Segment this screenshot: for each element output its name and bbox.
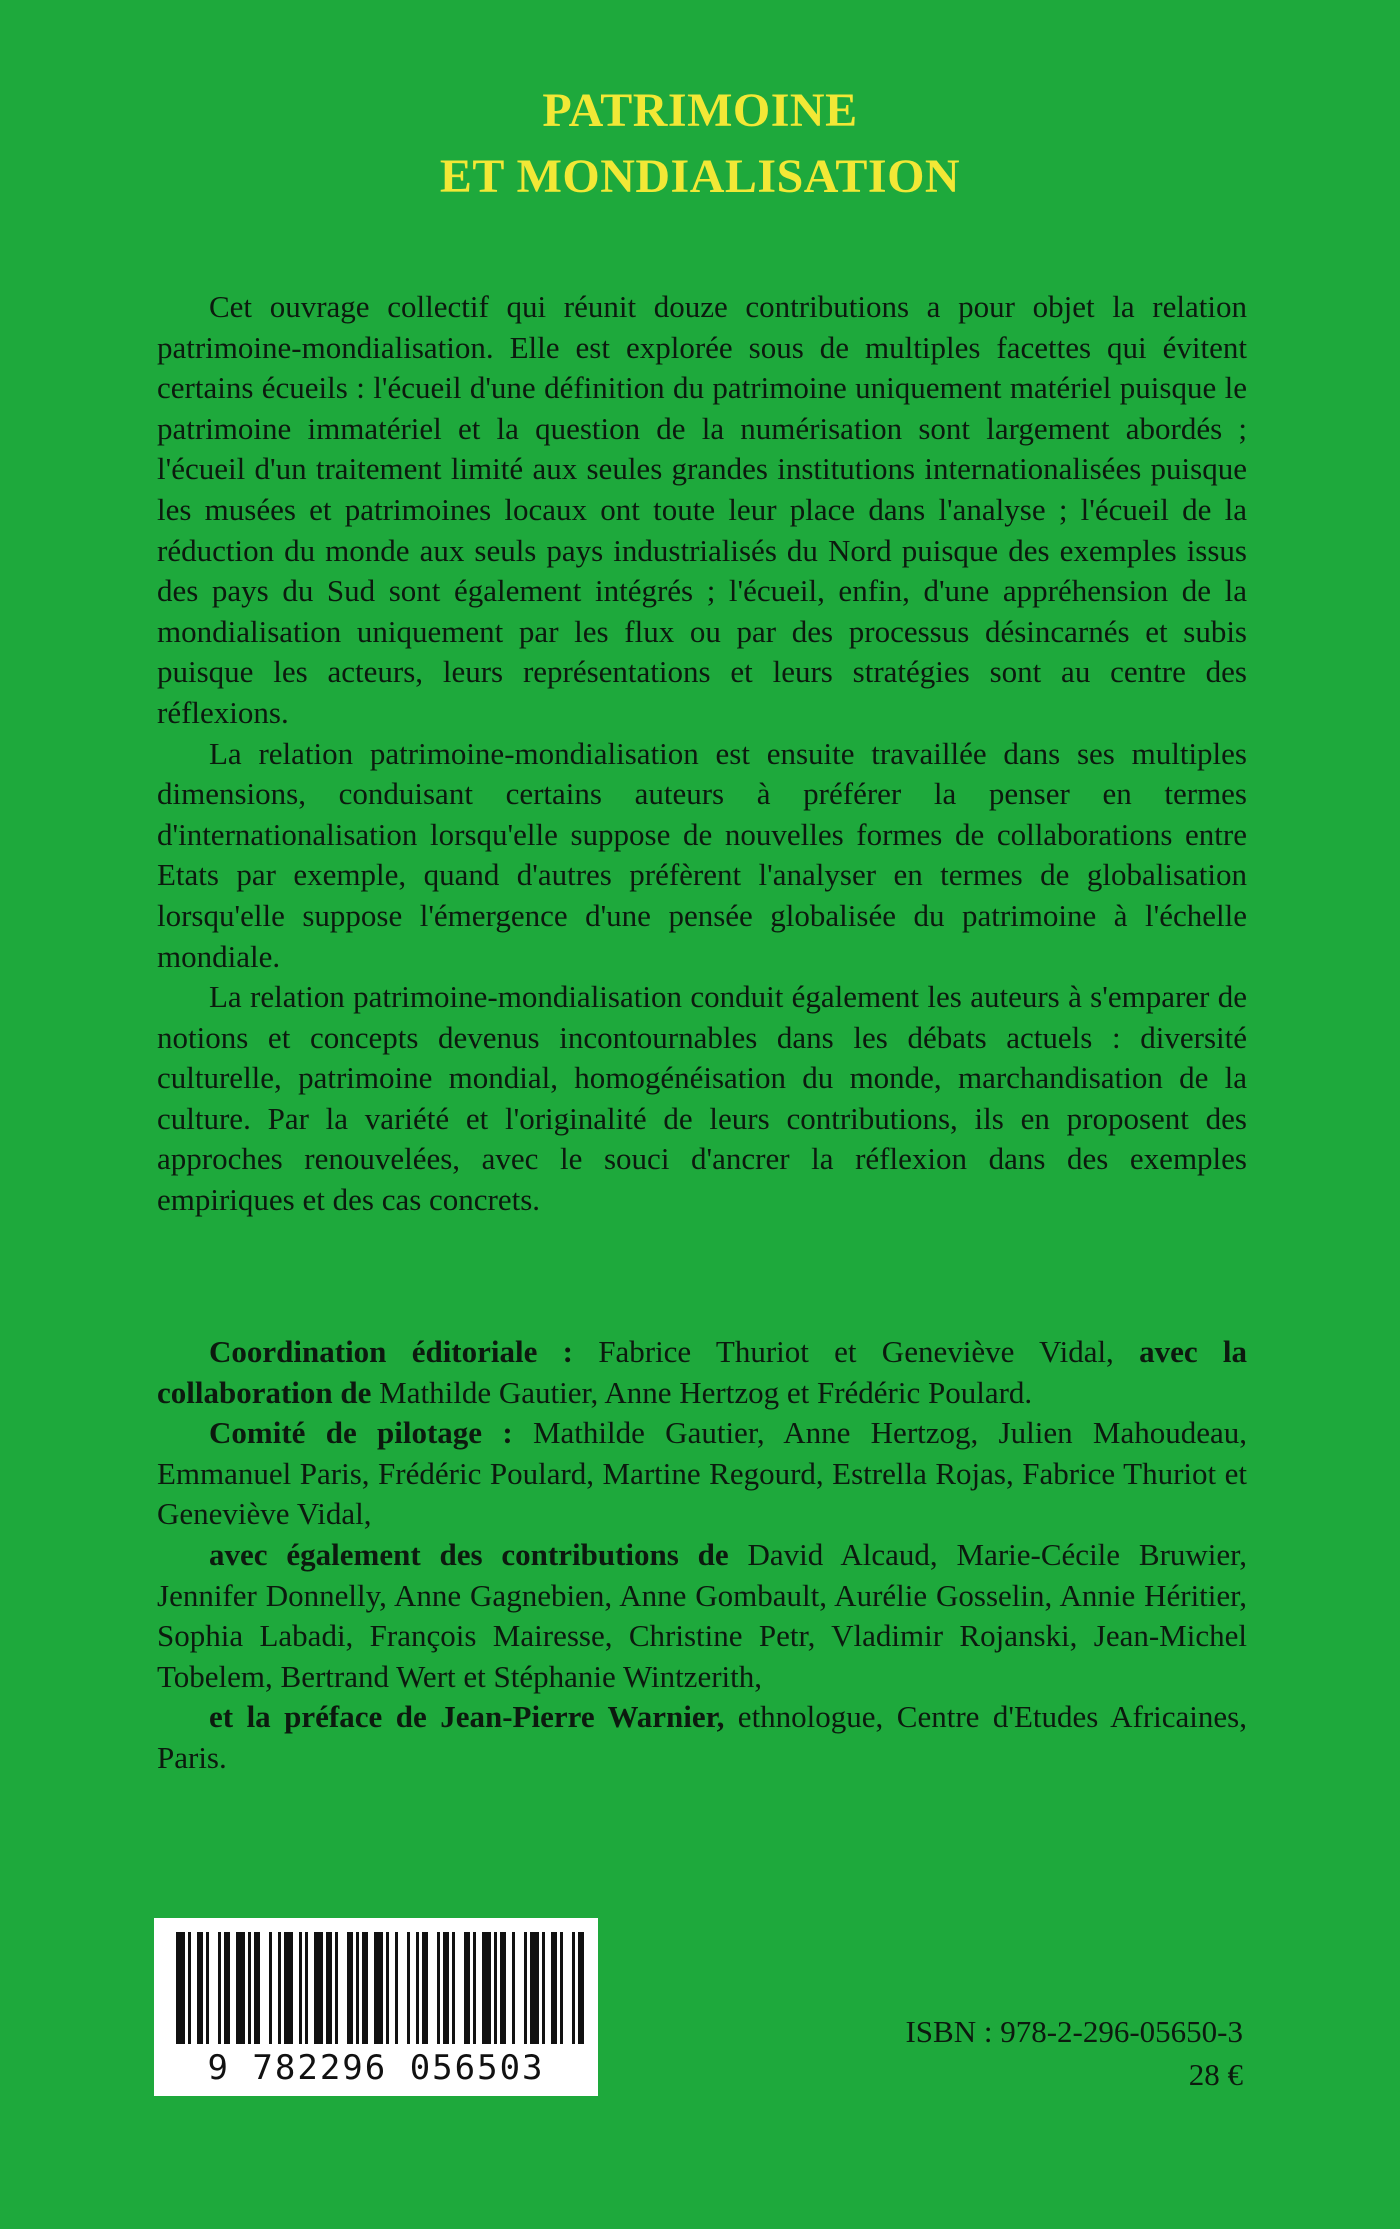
barcode-bar <box>224 1932 230 2044</box>
barcode-bar <box>248 1932 251 2044</box>
barcode-digits: 9 782296 056503 <box>207 2048 545 2088</box>
barcode-bar <box>374 1932 383 2044</box>
barcode-bar <box>572 1932 575 2044</box>
barcode-bar <box>284 1932 293 2044</box>
contributions-label: avec également des contributions de <box>209 1536 729 1572</box>
barcode-bar <box>218 1932 221 2044</box>
barcode-bar <box>335 1932 338 2044</box>
barcode-bar <box>512 1932 515 2044</box>
barcode-bar <box>254 1932 260 2044</box>
comite-label: Comité de pilotage : <box>209 1415 513 1451</box>
barcode-bar <box>542 1932 545 2044</box>
comite-names: Mathilde Gautier, Anne Hertzog, Julien Mahoudeau, Emmanuel Paris, Frédéric Poulard, Martine Regourd, Estrella Rojas, Fabrice Thuriot et Geneviève Vidal, <box>157 1415 1247 1532</box>
barcode-bar <box>452 1932 455 2044</box>
barcode-bar <box>305 1932 308 2044</box>
barcode-bar <box>416 1932 419 2044</box>
collaboration-names: Mathilde Gautier, Anne Hertzog et Frédéric Poulard. <box>371 1374 1033 1410</box>
barcode-bar <box>362 1932 368 2044</box>
barcode-bar <box>278 1932 281 2044</box>
title-line-1: PATRIMOINE <box>542 84 858 137</box>
barcode-bar <box>269 1932 272 2044</box>
barcode-bar <box>578 1932 584 2044</box>
barcode-bar <box>524 1932 527 2044</box>
book-title <box>0 78 1400 210</box>
credits-section <box>157 1332 1247 1779</box>
barcode-bar <box>551 1932 557 2044</box>
barcode-bar <box>197 1932 203 2044</box>
barcode-bar <box>386 1932 389 2044</box>
credits-contributions <box>157 1535 1247 1697</box>
coordination-names: Fabrice Thuriot et Geneviève Vidal, <box>572 1334 1140 1369</box>
summary-paragraph-1: Cet ouvrage collectif qui réunit douze contributions a pour objet la relation patrimoine-mondialisation. Elle est explorée sous de multiples facettes qui évitent certains écueils : l'écueil d'une définition du patrimoine uniquement matériel puisque le patrimoine immatériel et la question de la numérisation sont largement abordés ; l'écueil d'un traitement limité aux seules grandes institutions internationalisées puisque les musées et patrimoines locaux ont toute leur place dans l'analyse ; l'écueil de la réduction du monde aux seuls pays industrialisés du Nord puisque des exemples issus des pays du Sud sont également intégrés ; l'écueil, enfin, d'une appréhension de la mondialisation uniquement par les flux ou par des processus désincarnés et subis puisque les acteurs, leurs représentations et leurs stratégies sont au centre des réflexions. <box>157 289 1247 730</box>
barcode <box>154 1918 598 2096</box>
barcode-bar <box>500 1932 506 2044</box>
barcode-bar <box>437 1932 440 2044</box>
summary-paragraph-3: La relation patrimoine-mondialisation conduit également les auteurs à s'emparer de notions et concepts devenus incontournables dans les débats actuels : diversité culturelle, patrimoine mondial, homogénéisation du monde, marchandisation de la culture. Par la variété et l'originalité de leurs contributions, ils en proposent des approches renouvelées, avec le souci d'ancrer la réflexion dans des exemples empiriques et des cas concrets. <box>157 979 1247 1218</box>
barcode-bar <box>326 1932 332 2044</box>
price: 28 € <box>1188 2057 1243 2092</box>
collaboration-label: avec la collaboration de <box>157 1334 1247 1410</box>
isbn: ISBN : 978-2-296-05650-3 <box>905 2014 1243 2049</box>
barcode-bar <box>236 1932 245 2044</box>
credits-coordination <box>157 1332 1247 1413</box>
summary-text <box>157 287 1247 1221</box>
preface-label: et la préface de Jean-Pierre Warnier, <box>209 1699 725 1735</box>
title-line-2: ET MONDIALISATION <box>439 150 961 203</box>
barcode-bar <box>314 1932 323 2044</box>
barcode-bar <box>482 1932 491 2044</box>
summary-paragraph-2: La relation patrimoine-mondialisation est ensuite travaillée dans ses multiples dimensions, conduisant certains auteurs à préférer la penser en termes d'internationalisation lorsqu'elle suppose de nouvelles formes de collaborations entre Etats par exemple, quand d'autres préfèrent l'analyser en termes de globalisation lorsqu'elle suppose l'émergence d'une pensée globalisée du patrimoine à l'échelle mondiale. <box>157 735 1247 974</box>
credits-preface <box>157 1697 1247 1778</box>
barcode-bar <box>473 1932 476 2044</box>
preface-text: ethnologue, Centre d'Etudes Africaines, Paris. <box>157 1699 1247 1775</box>
barcode-bar <box>530 1932 539 2044</box>
contributions-names: David Alcaud, Marie-Cécile Bruwier, Jennifer Donnelly, Anne Gagnebien, Anne Gombault, Aurélie Gosselin, Annie Héritier, Sophia Labadi, François Mairesse, Christine Petr, Vladimir Rojanski, Jean-Michel Tobelem, Bertrand Wert et Stéphanie Wintzerith, <box>157 1536 1247 1694</box>
barcode-bar <box>395 1932 398 2044</box>
barcode-bar <box>188 1932 191 2044</box>
barcode-bar <box>407 1932 410 2044</box>
coordination-label: Coordination éditoriale : <box>209 1334 573 1369</box>
barcode-bar <box>299 1932 302 2044</box>
barcode-bar <box>422 1932 428 2044</box>
barcode-bar <box>464 1932 470 2044</box>
barcode-bar <box>176 1932 185 2044</box>
barcode-bar <box>347 1932 353 2044</box>
barcode-bar <box>443 1932 449 2044</box>
barcode-bar <box>206 1932 209 2044</box>
credits-comite <box>157 1413 1247 1535</box>
barcode-bar <box>356 1932 359 2044</box>
barcode-bar <box>494 1932 497 2044</box>
barcode-bar <box>560 1932 563 2044</box>
